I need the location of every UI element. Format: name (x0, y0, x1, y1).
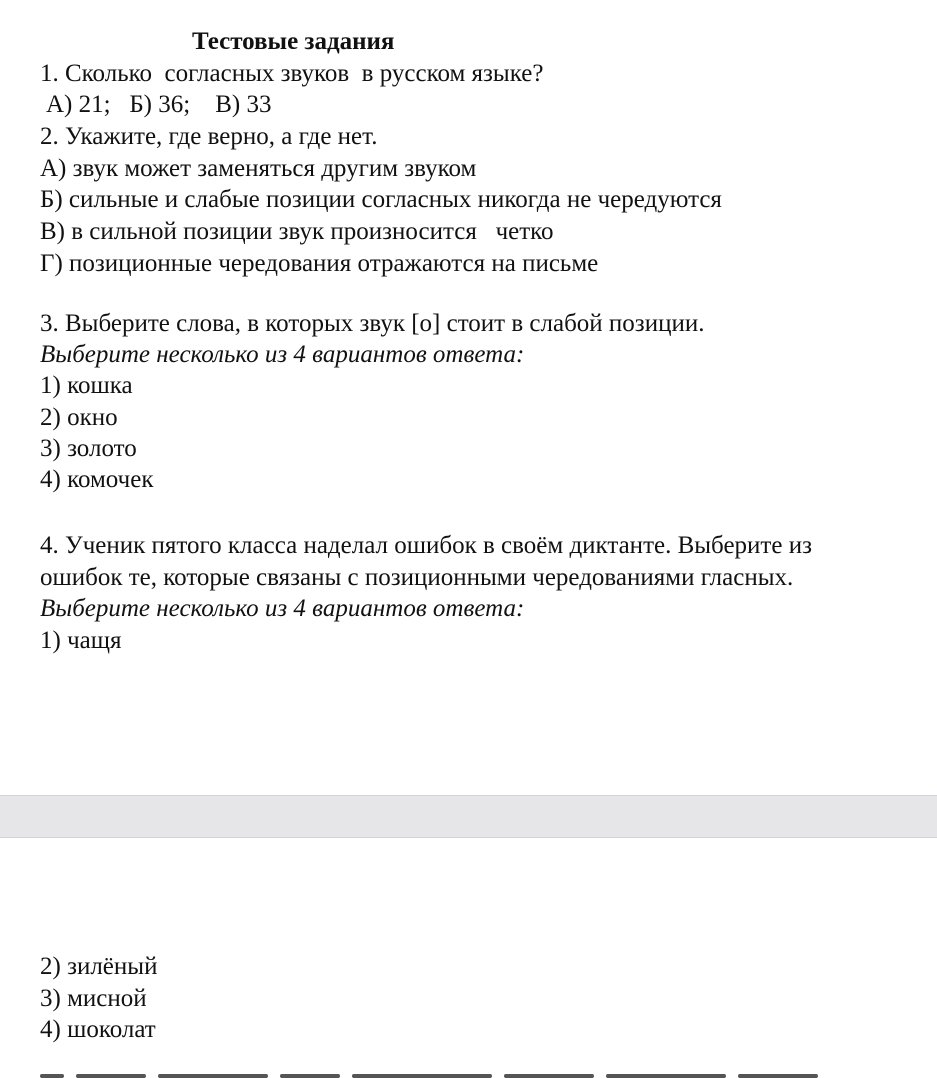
question-4-line-1: 4. Ученик пятого класса наделал ошибок в своём диктанте. Выберите из (40, 532, 812, 559)
question-1-options: А) 21; Б) 36; В) 33 (46, 91, 272, 118)
question-2: 2. Укажите, где верно, а где нет. (40, 123, 378, 150)
question-4-option: 1) чащя (40, 627, 122, 654)
document-page-bottom (0, 838, 937, 1076)
question-4-instruction: Выберите несколько из 4 вариантов ответа: (40, 595, 525, 622)
page-separator (0, 795, 937, 838)
question-3-option: 4) комочек (40, 466, 154, 493)
question-2-option-a: А) звук может заменяться другим звуком (40, 155, 477, 182)
cut-off-next-line (40, 1068, 900, 1078)
question-2-option-d: Г) позиционные чередования отражаются на письме (40, 250, 599, 277)
question-3-option: 2) окно (40, 404, 118, 431)
question-4-line-2: ошибок те, которые связаны с позиционными чередованиями гласных. (40, 564, 794, 591)
question-2-option-b: Б) сильные и слабые позиции согласных никогда не чередуются (40, 186, 722, 213)
question-3-option: 1) кошка (40, 372, 133, 399)
question-4-option: 3) мисной (40, 985, 147, 1012)
page-title: Тестовые задания (192, 28, 395, 55)
question-2-option-c: В) в сильной позиции звук произносится четко (40, 218, 554, 245)
question-4-option: 4) шоколат (40, 1016, 156, 1043)
question-3: 3. Выберите слова, в которых звук [о] стоит в слабой позиции. (40, 310, 705, 337)
question-1: 1. Сколько согласных звуков в русском языке? (40, 60, 544, 87)
question-3-option: 3) золото (40, 435, 137, 462)
question-3-instruction: Выберите несколько из 4 вариантов ответа: (40, 341, 525, 368)
question-4-option: 2) зилёный (40, 953, 158, 980)
